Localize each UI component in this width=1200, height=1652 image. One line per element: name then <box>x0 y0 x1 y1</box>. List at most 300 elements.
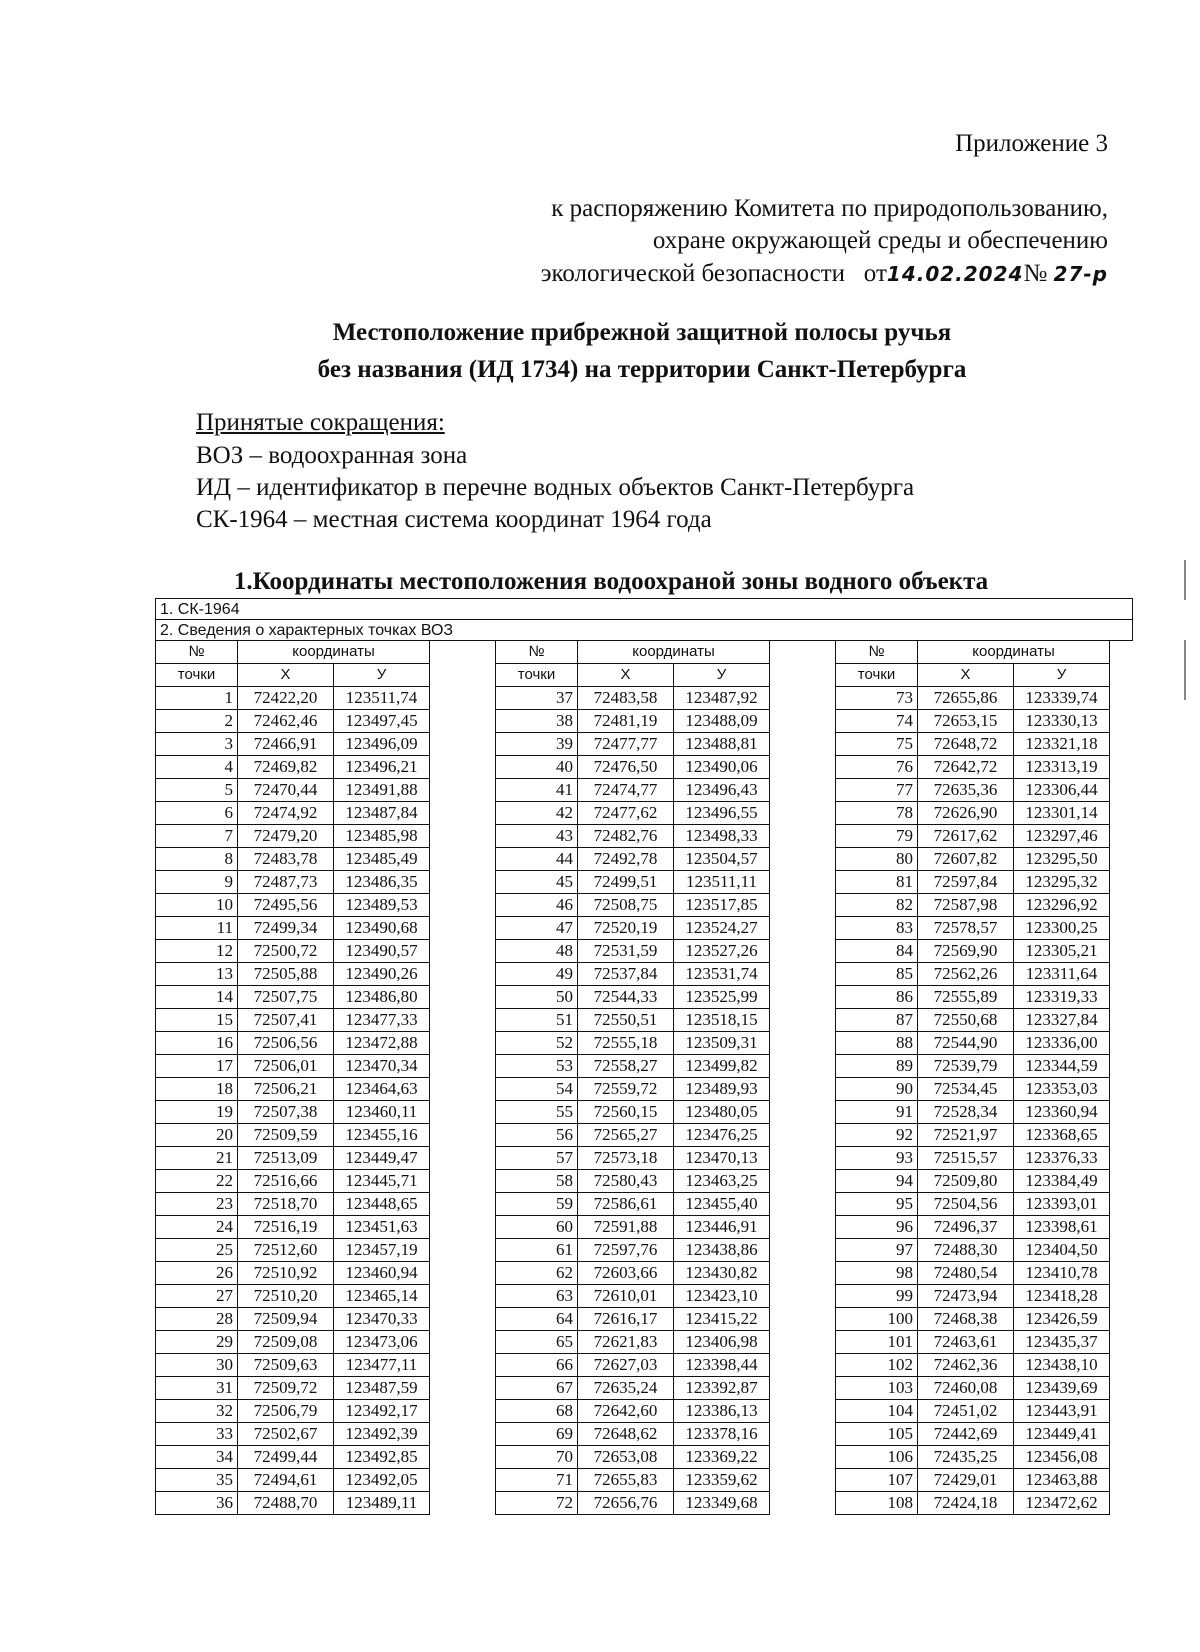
header-number: № <box>836 641 918 664</box>
coord-x: 72610,01 <box>578 1285 674 1308</box>
table-row <box>496 963 826 986</box>
point-number: 77 <box>836 779 918 802</box>
point-number: 78 <box>836 802 918 825</box>
coord-y: 123497,45 <box>334 710 430 733</box>
handwritten-number: 27-р <box>1053 262 1108 286</box>
table-row <box>496 1193 826 1216</box>
coord-y: 123473,06 <box>334 1331 430 1354</box>
point-number: 97 <box>836 1239 918 1262</box>
table-gap <box>430 871 486 894</box>
coord-y: 123426,59 <box>1014 1308 1110 1331</box>
point-number: 38 <box>496 710 578 733</box>
coord-y: 123296,92 <box>1014 894 1110 917</box>
header-point: точки <box>836 664 918 687</box>
point-number: 83 <box>836 917 918 940</box>
coord-y: 123423,10 <box>674 1285 770 1308</box>
point-number: 59 <box>496 1193 578 1216</box>
coord-y: 123321,18 <box>1014 733 1110 756</box>
point-number: 45 <box>496 871 578 894</box>
table-gap <box>770 1377 826 1400</box>
table-row <box>836 1262 1166 1285</box>
coord-x: 72520,19 <box>578 917 674 940</box>
table-gap <box>430 825 486 848</box>
table-row <box>836 1469 1166 1492</box>
coord-x: 72505,88 <box>238 963 334 986</box>
point-number: 21 <box>156 1147 238 1170</box>
coord-x: 72422,20 <box>238 687 334 710</box>
coord-x: 72559,72 <box>578 1078 674 1101</box>
point-number: 41 <box>496 779 578 802</box>
point-number: 81 <box>836 871 918 894</box>
table-gap <box>770 1262 826 1285</box>
table-gap <box>430 1170 486 1193</box>
coord-x: 72466,91 <box>238 733 334 756</box>
coord-y: 123311,64 <box>1014 963 1110 986</box>
point-number: 19 <box>156 1101 238 1124</box>
table-row <box>836 1354 1166 1377</box>
coord-y: 123487,92 <box>674 687 770 710</box>
coord-x: 72508,75 <box>578 894 674 917</box>
coord-y: 123463,88 <box>1014 1469 1110 1492</box>
table-row <box>156 1170 486 1193</box>
header-y: У <box>1014 664 1110 687</box>
table-row <box>836 825 1166 848</box>
table-row <box>156 1377 486 1400</box>
coord-y: 123492,05 <box>334 1469 430 1492</box>
coord-x: 72463,61 <box>918 1331 1014 1354</box>
table-row <box>496 1354 826 1377</box>
coord-y: 123488,81 <box>674 733 770 756</box>
table-gap <box>770 917 826 940</box>
point-number: 24 <box>156 1216 238 1239</box>
coord-y: 123470,34 <box>334 1055 430 1078</box>
table-gap <box>770 1147 826 1170</box>
coord-x: 72516,66 <box>238 1170 334 1193</box>
coord-y: 123359,62 <box>674 1469 770 1492</box>
table-row <box>496 756 826 779</box>
table-gap <box>770 1193 826 1216</box>
coordinates-table-2 <box>495 640 826 1515</box>
coord-x: 72509,72 <box>238 1377 334 1400</box>
coord-x: 72499,51 <box>578 871 674 894</box>
table-row <box>496 871 826 894</box>
coord-x: 72648,72 <box>918 733 1014 756</box>
coord-x: 72507,75 <box>238 986 334 1009</box>
table-row <box>496 1216 826 1239</box>
table-gap <box>430 687 486 710</box>
point-number: 108 <box>836 1492 918 1515</box>
table-gap <box>770 1331 826 1354</box>
abbreviation-item: СК-1964 – местная система координат 1964 года <box>196 506 712 533</box>
coord-x: 72616,17 <box>578 1308 674 1331</box>
coord-y: 123476,25 <box>674 1124 770 1147</box>
coord-y: 123305,21 <box>1014 940 1110 963</box>
table-gap <box>430 963 486 986</box>
table-row <box>836 1216 1166 1239</box>
coord-y: 123455,40 <box>674 1193 770 1216</box>
point-number: 10 <box>156 894 238 917</box>
coord-y: 123477,33 <box>334 1009 430 1032</box>
coord-y: 123449,47 <box>334 1147 430 1170</box>
point-number: 18 <box>156 1078 238 1101</box>
coord-x: 72544,33 <box>578 986 674 1009</box>
coord-x: 72481,19 <box>578 710 674 733</box>
scan-edge-mark <box>1184 640 1186 700</box>
coordinate-system-row: 1. СК-1964 <box>155 598 1133 620</box>
points-info-row: 2. Сведения о характерных точках ВОЗ <box>155 619 1133 641</box>
coord-x: 72653,15 <box>918 710 1014 733</box>
table-row <box>836 940 1166 963</box>
table-row <box>496 1078 826 1101</box>
point-number: 98 <box>836 1262 918 1285</box>
table-row <box>836 1124 1166 1147</box>
coord-x: 72510,92 <box>238 1262 334 1285</box>
table-row <box>156 733 486 756</box>
table-row <box>156 848 486 871</box>
point-number: 76 <box>836 756 918 779</box>
coord-x: 72573,18 <box>578 1147 674 1170</box>
table-gap <box>770 733 826 756</box>
coord-x: 72509,94 <box>238 1308 334 1331</box>
coord-x: 72565,27 <box>578 1124 674 1147</box>
point-number: 44 <box>496 848 578 871</box>
coord-x: 72509,80 <box>918 1170 1014 1193</box>
table-row <box>156 802 486 825</box>
coord-x: 72521,97 <box>918 1124 1014 1147</box>
table-row <box>496 1262 826 1285</box>
coord-x: 72483,58 <box>578 687 674 710</box>
coord-x: 72488,70 <box>238 1492 334 1515</box>
point-number: 105 <box>836 1423 918 1446</box>
table-row <box>496 779 826 802</box>
coord-x: 72507,41 <box>238 1009 334 1032</box>
document-title-line-1: Местоположение прибрежной защитной полосы ручья <box>332 319 952 346</box>
table-gap <box>430 802 486 825</box>
coord-y: 123465,14 <box>334 1285 430 1308</box>
point-number: 95 <box>836 1193 918 1216</box>
point-number: 85 <box>836 963 918 986</box>
coord-x: 72473,94 <box>918 1285 1014 1308</box>
coord-y: 123509,31 <box>674 1032 770 1055</box>
point-number: 3 <box>156 733 238 756</box>
order-line-1: к распоряжению Комитета по природопользованию, <box>551 195 1108 222</box>
coord-y: 123368,65 <box>1014 1124 1110 1147</box>
table-row <box>156 1423 486 1446</box>
table-row <box>836 963 1166 986</box>
table-row <box>156 1262 486 1285</box>
coord-x: 72480,54 <box>918 1262 1014 1285</box>
coord-x: 72621,83 <box>578 1331 674 1354</box>
table-row <box>836 733 1166 756</box>
table-row <box>836 1055 1166 1078</box>
table-row <box>836 986 1166 1009</box>
coord-x: 72474,77 <box>578 779 674 802</box>
table-row <box>836 1377 1166 1400</box>
table-gap <box>430 848 486 871</box>
coord-y: 123531,74 <box>674 963 770 986</box>
coord-x: 72476,50 <box>578 756 674 779</box>
order-line-3 <box>541 258 1108 290</box>
table-gap <box>770 1308 826 1331</box>
coord-x: 72462,36 <box>918 1354 1014 1377</box>
table-row <box>156 1193 486 1216</box>
table-row <box>836 848 1166 871</box>
point-number: 8 <box>156 848 238 871</box>
coord-x: 72504,56 <box>918 1193 1014 1216</box>
coord-x: 72506,21 <box>238 1078 334 1101</box>
table-header-row <box>496 664 826 687</box>
table-row <box>496 1377 826 1400</box>
coord-x: 72435,25 <box>918 1446 1014 1469</box>
table-row <box>156 1446 486 1469</box>
table-header-row <box>156 641 486 664</box>
table-row <box>496 825 826 848</box>
coord-x: 72470,44 <box>238 779 334 802</box>
coord-x: 72509,63 <box>238 1354 334 1377</box>
table-row <box>836 1170 1166 1193</box>
point-number: 89 <box>836 1055 918 1078</box>
coord-x: 72506,01 <box>238 1055 334 1078</box>
coord-y: 123525,99 <box>674 986 770 1009</box>
table-gap <box>770 1492 826 1515</box>
coord-y: 123524,27 <box>674 917 770 940</box>
coord-y: 123470,13 <box>674 1147 770 1170</box>
coord-y: 123511,74 <box>334 687 430 710</box>
coord-y: 123455,16 <box>334 1124 430 1147</box>
table-row <box>156 1032 486 1055</box>
table-row <box>156 687 486 710</box>
table-row <box>156 1147 486 1170</box>
coord-y: 123463,25 <box>674 1170 770 1193</box>
coord-x: 72510,20 <box>238 1285 334 1308</box>
table-gap <box>770 802 826 825</box>
point-number: 31 <box>156 1377 238 1400</box>
table-row <box>496 1492 826 1515</box>
table-gap <box>430 1239 486 1262</box>
table-row <box>836 710 1166 733</box>
table-gap <box>770 825 826 848</box>
coord-x: 72513,09 <box>238 1147 334 1170</box>
table-gap <box>770 1055 826 1078</box>
table-row <box>496 1055 826 1078</box>
point-number: 66 <box>496 1354 578 1377</box>
table-row <box>836 756 1166 779</box>
table-gap <box>770 986 826 1009</box>
table-gap <box>770 940 826 963</box>
table-row <box>156 1469 486 1492</box>
point-number: 36 <box>156 1492 238 1515</box>
coord-x: 72617,62 <box>918 825 1014 848</box>
coord-y: 123376,33 <box>1014 1147 1110 1170</box>
coord-x: 72462,46 <box>238 710 334 733</box>
table-row <box>156 1492 486 1515</box>
section-title: 1.Координаты местоположения водоохраной зоны водного объекта <box>233 568 989 595</box>
point-number: 61 <box>496 1239 578 1262</box>
point-number: 65 <box>496 1331 578 1354</box>
coord-y: 123472,62 <box>1014 1492 1110 1515</box>
point-number: 57 <box>496 1147 578 1170</box>
coord-y: 123488,09 <box>674 710 770 733</box>
coord-x: 72560,15 <box>578 1101 674 1124</box>
table-row <box>496 802 826 825</box>
coord-y: 123349,68 <box>674 1492 770 1515</box>
coord-y: 123489,93 <box>674 1078 770 1101</box>
table-gap <box>770 1124 826 1147</box>
coord-x: 72442,69 <box>918 1423 1014 1446</box>
coord-y: 123485,98 <box>334 825 430 848</box>
coord-y: 123485,49 <box>334 848 430 871</box>
table-row <box>156 710 486 733</box>
coord-x: 72499,34 <box>238 917 334 940</box>
coord-y: 123353,03 <box>1014 1078 1110 1101</box>
table-row <box>156 1078 486 1101</box>
table-row <box>836 687 1166 710</box>
coord-y: 123435,37 <box>1014 1331 1110 1354</box>
header-point: точки <box>156 664 238 687</box>
table-gap <box>430 1308 486 1331</box>
point-number: 74 <box>836 710 918 733</box>
coord-y: 123490,68 <box>334 917 430 940</box>
table-gap <box>770 1423 826 1446</box>
header-x: X <box>578 664 674 687</box>
coord-x: 72587,98 <box>918 894 1014 917</box>
table-gap <box>430 664 486 687</box>
abbreviation-item: ВОЗ – водоохранная зона <box>196 442 468 469</box>
table-row <box>156 1009 486 1032</box>
coord-y: 123297,46 <box>1014 825 1110 848</box>
coord-y: 123360,94 <box>1014 1101 1110 1124</box>
point-number: 79 <box>836 825 918 848</box>
table-row <box>496 917 826 940</box>
coord-y: 123344,59 <box>1014 1055 1110 1078</box>
coord-y: 123498,33 <box>674 825 770 848</box>
point-number: 26 <box>156 1262 238 1285</box>
table-gap <box>770 1216 826 1239</box>
coord-y: 123491,88 <box>334 779 430 802</box>
coord-y: 123487,59 <box>334 1377 430 1400</box>
coord-x: 72653,08 <box>578 1446 674 1469</box>
table-gap <box>430 756 486 779</box>
coord-y: 123313,19 <box>1014 756 1110 779</box>
table-row <box>836 871 1166 894</box>
point-number: 35 <box>156 1469 238 1492</box>
coord-x: 72550,68 <box>918 1009 1014 1032</box>
table-row <box>836 1078 1166 1101</box>
point-number: 72 <box>496 1492 578 1515</box>
table-gap <box>430 917 486 940</box>
table-gap <box>770 1354 826 1377</box>
table-gap <box>430 894 486 917</box>
table-gap <box>770 1009 826 1032</box>
coord-x: 72512,60 <box>238 1239 334 1262</box>
point-number: 47 <box>496 917 578 940</box>
table-gap <box>430 1193 486 1216</box>
point-number: 99 <box>836 1285 918 1308</box>
table-gap <box>770 756 826 779</box>
coord-y: 123398,44 <box>674 1354 770 1377</box>
coord-y: 123477,11 <box>334 1354 430 1377</box>
point-number: 87 <box>836 1009 918 1032</box>
coord-y: 123456,08 <box>1014 1446 1110 1469</box>
point-number: 86 <box>836 986 918 1009</box>
table-row <box>156 894 486 917</box>
table-row <box>496 733 826 756</box>
header-point: точки <box>496 664 578 687</box>
coord-x: 72558,27 <box>578 1055 674 1078</box>
coord-y: 123490,06 <box>674 756 770 779</box>
coord-y: 123490,57 <box>334 940 430 963</box>
table-row <box>496 1124 826 1147</box>
coord-y: 123492,85 <box>334 1446 430 1469</box>
coord-y: 123511,11 <box>674 871 770 894</box>
table-gap <box>430 940 486 963</box>
table-row <box>836 1193 1166 1216</box>
table-row <box>836 1308 1166 1331</box>
from-label: от <box>863 260 887 287</box>
table-row <box>496 1400 826 1423</box>
point-number: 20 <box>156 1124 238 1147</box>
table-row <box>156 917 486 940</box>
coord-x: 72429,01 <box>918 1469 1014 1492</box>
table-row <box>156 1285 486 1308</box>
table-row <box>156 963 486 986</box>
point-number: 12 <box>156 940 238 963</box>
coord-x: 72495,56 <box>238 894 334 917</box>
point-number: 58 <box>496 1170 578 1193</box>
point-number: 17 <box>156 1055 238 1078</box>
coord-y: 123496,55 <box>674 802 770 825</box>
table-row <box>156 1400 486 1423</box>
coord-y: 123378,16 <box>674 1423 770 1446</box>
table-gap <box>430 1354 486 1377</box>
coord-x: 72494,61 <box>238 1469 334 1492</box>
point-number: 56 <box>496 1124 578 1147</box>
coord-y: 123330,13 <box>1014 710 1110 733</box>
coord-y: 123451,63 <box>334 1216 430 1239</box>
table-row <box>836 1400 1166 1423</box>
point-number: 46 <box>496 894 578 917</box>
coord-x: 72578,57 <box>918 917 1014 940</box>
point-number: 34 <box>156 1446 238 1469</box>
coord-y: 123295,32 <box>1014 871 1110 894</box>
header-coordinates: координаты <box>578 641 770 664</box>
table-gap <box>770 1239 826 1262</box>
coord-x: 72586,61 <box>578 1193 674 1216</box>
point-number: 96 <box>836 1216 918 1239</box>
coord-y: 123448,65 <box>334 1193 430 1216</box>
table-header-row <box>156 664 486 687</box>
coord-x: 72555,89 <box>918 986 1014 1009</box>
table-gap <box>770 687 826 710</box>
point-number: 54 <box>496 1078 578 1101</box>
coord-x: 72642,72 <box>918 756 1014 779</box>
table-row <box>156 825 486 848</box>
table-row <box>156 1101 486 1124</box>
point-number: 11 <box>156 917 238 940</box>
table-gap <box>430 1331 486 1354</box>
coordinates-table-3 <box>835 640 1166 1515</box>
point-number: 68 <box>496 1400 578 1423</box>
table-gap <box>770 641 826 664</box>
table-gap <box>430 779 486 802</box>
table-gap <box>430 1101 486 1124</box>
table-row <box>836 917 1166 940</box>
coord-y: 123430,82 <box>674 1262 770 1285</box>
coord-x: 72635,36 <box>918 779 1014 802</box>
coord-y: 123480,05 <box>674 1101 770 1124</box>
table-row <box>496 1446 826 1469</box>
point-number: 100 <box>836 1308 918 1331</box>
